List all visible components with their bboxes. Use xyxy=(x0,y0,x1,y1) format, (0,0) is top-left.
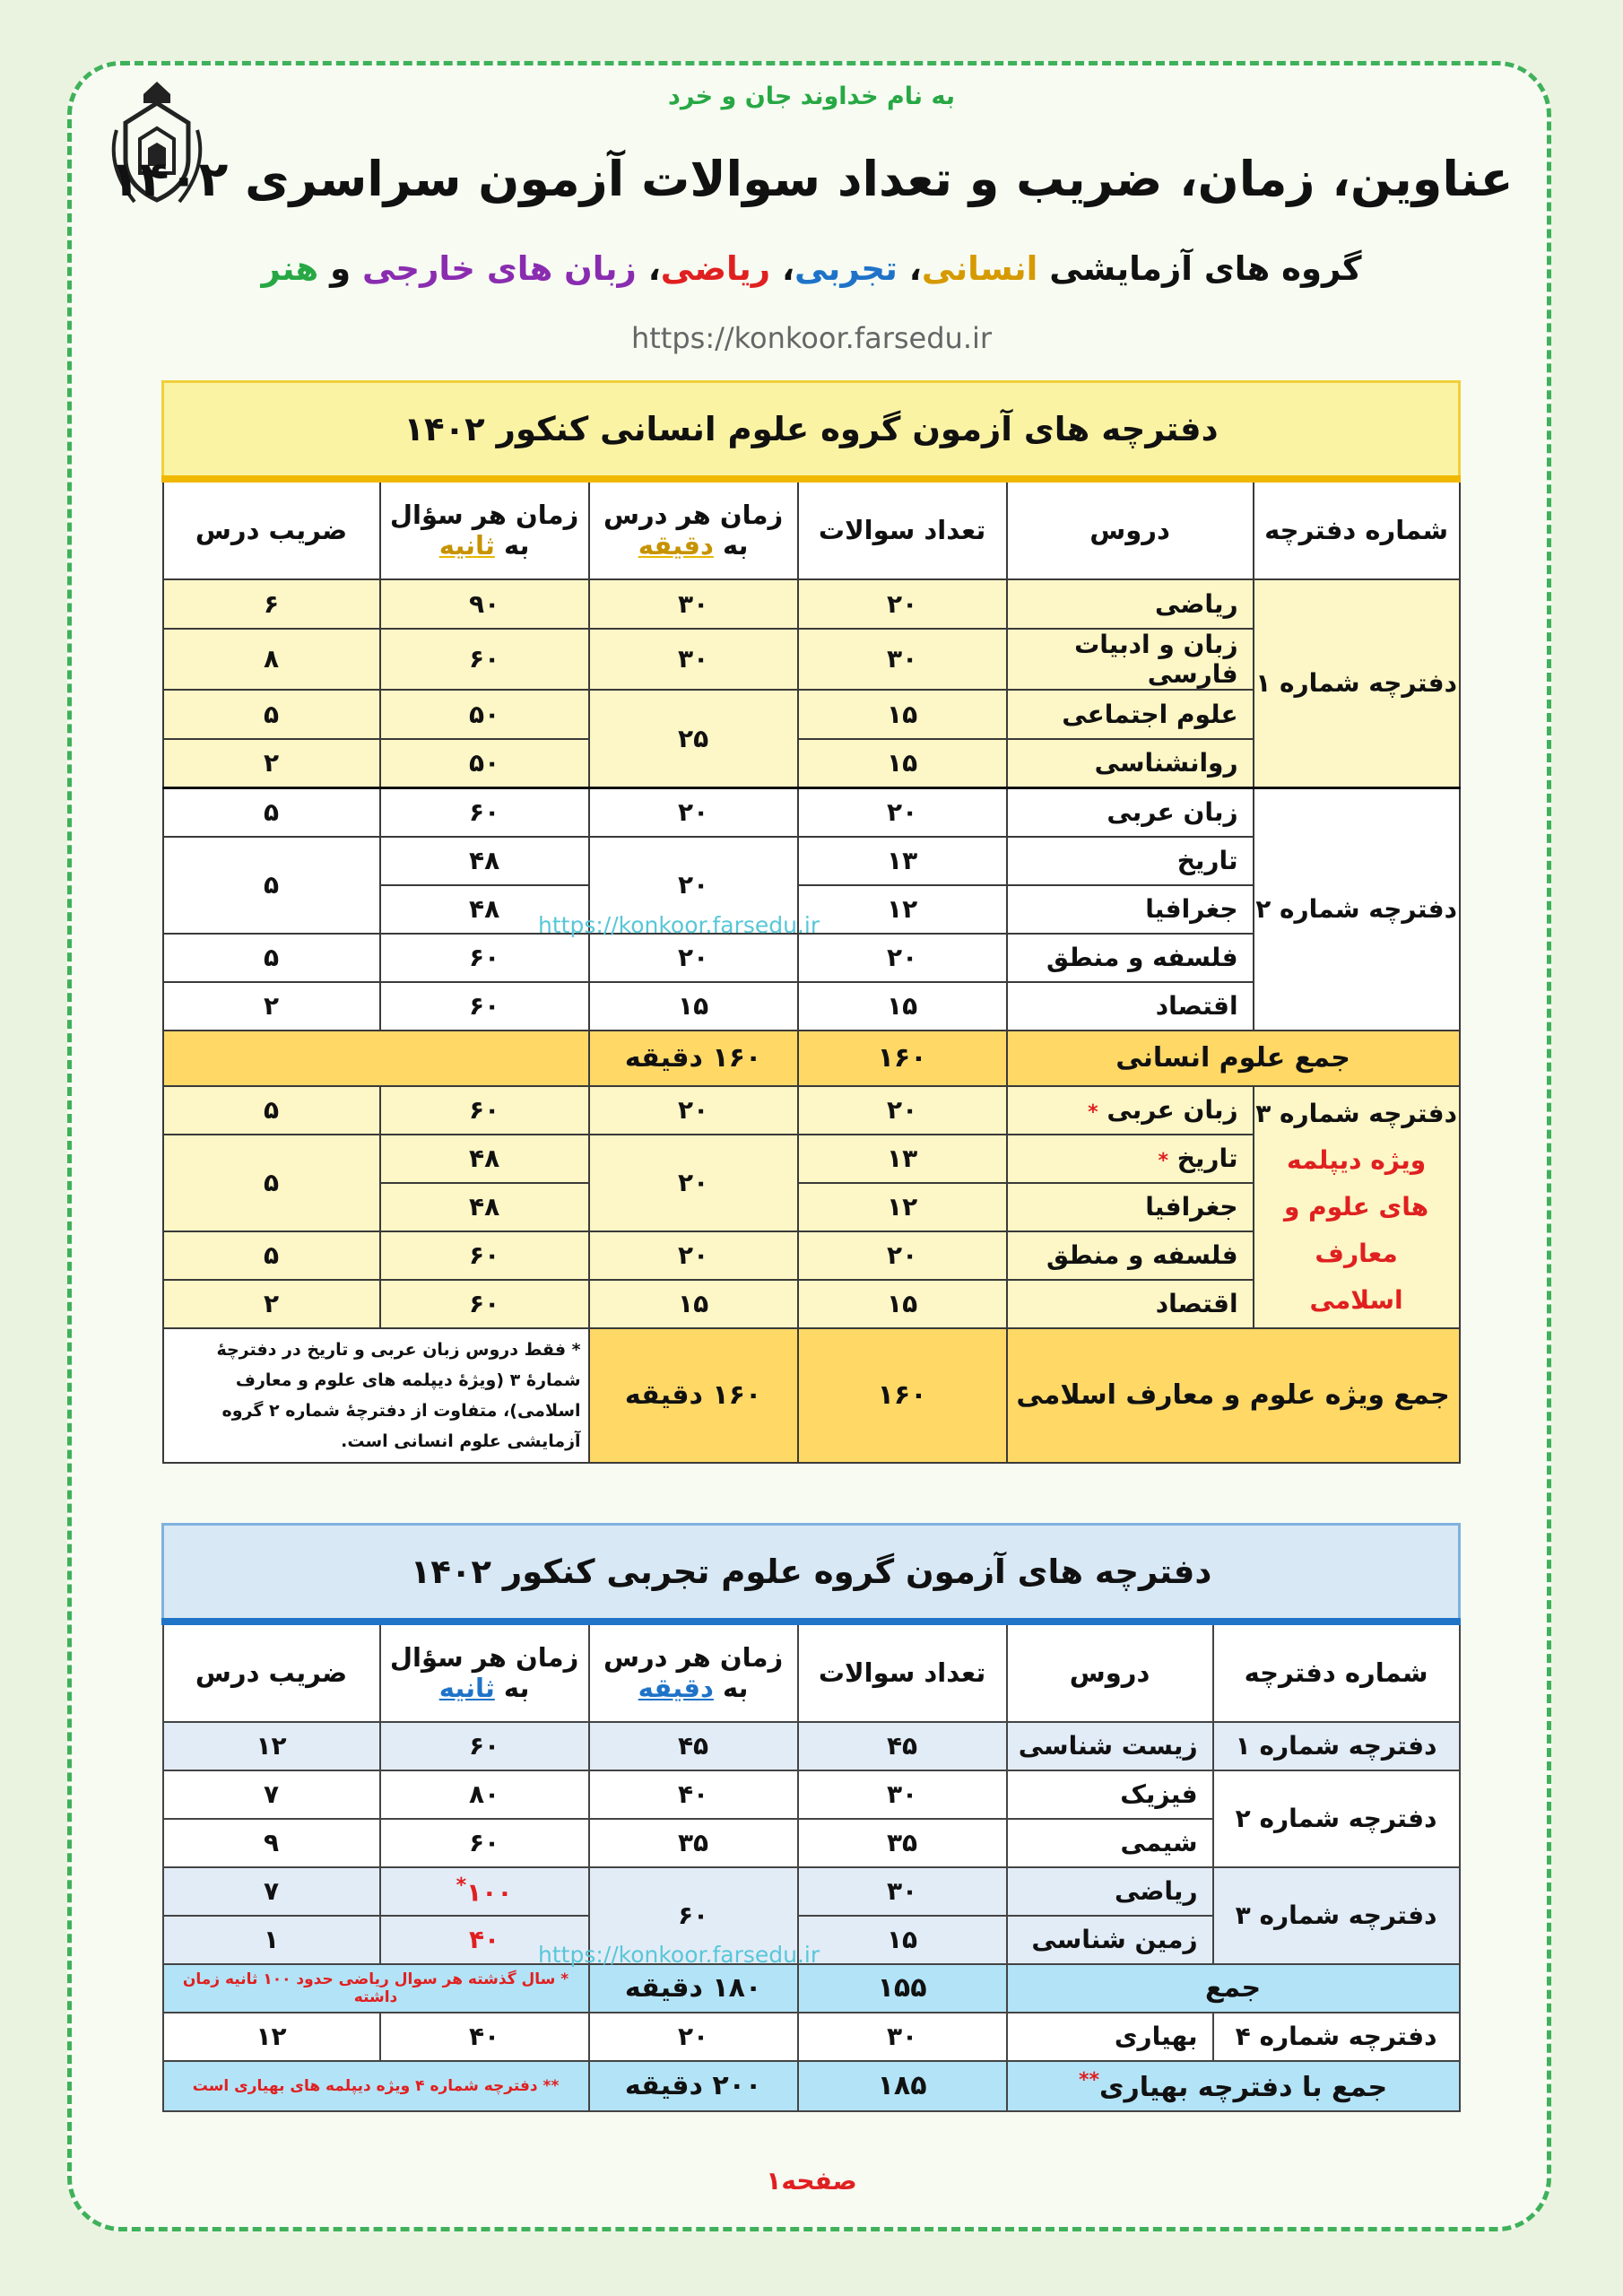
sec-cell: ۶۰ xyxy=(380,1722,589,1770)
coef-cell: ۱ xyxy=(163,1916,380,1964)
coef-cell: ۱۲ xyxy=(163,1722,380,1770)
booklet-label: دفترچه شماره ۲ xyxy=(1254,788,1460,1031)
sec-cell: ۹۰ xyxy=(380,579,589,629)
col-time-sec-2: به xyxy=(503,1673,530,1703)
total-label xyxy=(1007,2061,1460,2111)
col-time-min-unit: دقیقه xyxy=(638,1673,714,1703)
lesson-cell: زیست شناسی xyxy=(1007,1722,1213,1770)
lesson-cell: جغرافیا xyxy=(1007,885,1254,934)
min-cell: ۲۰ xyxy=(589,788,798,837)
sec-cell: ۴۸ xyxy=(380,1135,589,1183)
total-label-text: جمع با دفترچه بهیاری xyxy=(1098,2071,1388,2103)
col-time-min xyxy=(589,479,798,579)
booklet-label: دفترچه شماره ۱ xyxy=(1213,1722,1460,1770)
count-cell: ۱۵ xyxy=(798,1280,1007,1328)
count-cell: ۳۰ xyxy=(798,1770,1007,1819)
sec-cell: ۶۰ xyxy=(380,1086,589,1135)
lesson-cell xyxy=(1007,1135,1254,1183)
sec-cell: ۴۰ xyxy=(380,1916,589,1964)
sec-cell: ۶۰ xyxy=(380,1280,589,1328)
coef-cell: ۵ xyxy=(163,1086,380,1135)
col-time-sec-1: زمان هر سؤال xyxy=(389,1642,579,1673)
sec-cell: ۴۰ xyxy=(380,2013,589,2061)
sec-cell: ۴۸ xyxy=(380,1183,589,1231)
sep: ، xyxy=(636,249,661,288)
count-cell: ۲۰ xyxy=(798,934,1007,982)
group-riazi: ریاضی xyxy=(660,249,771,288)
total-label: جمع علوم انسانی xyxy=(1007,1031,1460,1086)
coef-cell: ۵ xyxy=(163,934,380,982)
lesson-text: تاریخ xyxy=(1176,1144,1238,1173)
col-time-min xyxy=(589,1622,798,1722)
total-label: جمع xyxy=(1007,1964,1460,2013)
min-cell: ۶۰ xyxy=(589,1867,798,1964)
lesson-cell: اقتصاد xyxy=(1007,982,1254,1031)
sec-cell: ۶۰ xyxy=(380,788,589,837)
count-cell: ۱۳ xyxy=(798,837,1007,885)
page-number: صفحه۱ xyxy=(766,2166,857,2196)
total-empty xyxy=(163,1031,589,1086)
booklet-label: دفترچه شماره ۱ xyxy=(1254,579,1460,788)
col-time-min-unit: دقیقه xyxy=(638,530,714,561)
lesson-cell: روانشناسی xyxy=(1007,739,1254,788)
lesson-cell: شیمی xyxy=(1007,1819,1213,1867)
lesson-cell: زمین شناسی xyxy=(1007,1916,1213,1964)
col-time-min-1: زمان هر درس xyxy=(603,500,784,530)
ensani-title: دفترچه های آزمون گروه علوم انسانی کنکور ۱۴۰۲ xyxy=(163,382,1460,479)
coef-cell: ۷ xyxy=(163,1770,380,1819)
sec-cell: ۸۰ xyxy=(380,1770,589,1819)
coef-cell: ۶ xyxy=(163,579,380,629)
group-tajrobi: تجربی xyxy=(794,249,898,288)
min-cell: ۲۰ xyxy=(589,1086,798,1135)
group-ensani: انسانی xyxy=(921,249,1038,288)
count-cell: ۱۲ xyxy=(798,1183,1007,1231)
count-cell: ۴۵ xyxy=(798,1722,1007,1770)
site-url[interactable]: https://konkoor.farsedu.ir xyxy=(630,321,993,355)
booklet-3-special: ویژه دیپلمه های علوم و معارف اسلامی xyxy=(1284,1144,1429,1315)
count-cell: ۳۰ xyxy=(798,1867,1007,1916)
tajrobi-note-1: * سال گذشته هر سوال ریاضی حدود ۱۰۰ ثانیه زمان داشته xyxy=(163,1964,589,2013)
col-time-sec xyxy=(380,1622,589,1722)
total-time: ۱۶۰ دقیقه xyxy=(589,1328,798,1463)
tajrobi-title: دفترچه های آزمون گروه علوم تجربی کنکور ۱۴۰۲ xyxy=(163,1525,1460,1622)
lesson-cell: فلسفه و منطق xyxy=(1007,1231,1254,1280)
min-cell: ۲۰ xyxy=(589,2013,798,2061)
total-count: ۱۶۰ xyxy=(798,1328,1007,1463)
col-time-min-2: به xyxy=(722,530,749,561)
col-lessons: دروس xyxy=(1007,1622,1213,1722)
min-cell: ۲۰ xyxy=(589,934,798,982)
coef-cell: ۲ xyxy=(163,1280,380,1328)
coef-cell: ۵ xyxy=(163,788,380,837)
subtitle-prefix: گروه های آزمایشی xyxy=(1049,249,1362,288)
col-time-sec-unit: ثانیه xyxy=(438,530,495,561)
bismillah: به نام خداوند جان و خرد xyxy=(668,83,955,110)
col-booklet: شماره دفترچه xyxy=(1254,479,1460,579)
sec-cell xyxy=(380,1867,589,1916)
star-mark: * xyxy=(1088,1101,1098,1124)
sec-cell: ۶۰ xyxy=(380,982,589,1031)
sec-cell: ۵۰ xyxy=(380,739,589,788)
coef-cell: ۲ xyxy=(163,982,380,1031)
sec-cell: ۵۰ xyxy=(380,690,589,739)
min-cell: ۳۰ xyxy=(589,579,798,629)
ensani-note: * فقط دروس زبان عربی و تاریخ در دفترچۀ شمارۀ ۳ (ویژۀ دیپلمه های علوم و معارف اسلامی)، متفاوت از دفترچۀ شماره ۲ گروه آزمایشی علوم انسانی است. xyxy=(163,1328,589,1463)
coef-cell: ۵ xyxy=(163,1135,380,1231)
min-cell: ۱۵ xyxy=(589,1280,798,1328)
sec-cell: ۶۰ xyxy=(380,1231,589,1280)
lesson-cell: زبان عربی xyxy=(1007,788,1254,837)
coef-cell: ۷ xyxy=(163,1867,380,1916)
col-coef: ضریب درس xyxy=(163,1622,380,1722)
count-cell: ۲۰ xyxy=(798,1086,1007,1135)
star-mark: * xyxy=(1158,1150,1168,1172)
min-cell: ۲۵ xyxy=(589,690,798,788)
sec-cell: ۶۰ xyxy=(380,1819,589,1867)
col-time-sec-1: زمان هر سؤال xyxy=(389,500,579,530)
min-cell: ۲۰ xyxy=(589,1231,798,1280)
sep: ، xyxy=(770,249,794,288)
page-subtitle xyxy=(0,249,1623,288)
col-time-sec-unit: ثانیه xyxy=(438,1673,495,1703)
booklet-label-3 xyxy=(1254,1086,1460,1328)
total-count: ۱۵۵ xyxy=(798,1964,1007,2013)
booklet-label: دفترچه شماره ۲ xyxy=(1213,1770,1460,1867)
lesson-cell: اقتصاد xyxy=(1007,1280,1254,1328)
total-time: ۱۶۰ دقیقه xyxy=(589,1031,798,1086)
group-honar: هنر xyxy=(261,249,319,288)
count-cell: ۳۰ xyxy=(798,2013,1007,2061)
min-cell: ۱۵ xyxy=(589,982,798,1031)
col-lessons: دروس xyxy=(1007,479,1254,579)
and: و xyxy=(318,249,362,288)
tajrobi-note-2: ** دفترچه شماره ۴ ویژه دیپلمه های بهیاری است xyxy=(163,2061,589,2111)
total-time: ۱۸۰ دقیقه xyxy=(589,1964,798,2013)
star-mark: * xyxy=(456,1874,467,1898)
booklet-label: دفترچه شماره ۴ xyxy=(1213,2013,1460,2061)
count-cell: ۲۰ xyxy=(798,788,1007,837)
count-cell: ۱۵ xyxy=(798,690,1007,739)
booklet-label: دفترچه شماره ۳ xyxy=(1213,1867,1460,1964)
count-cell: ۱۵ xyxy=(798,1916,1007,1964)
min-cell: ۳۰ xyxy=(589,629,798,690)
lesson-text: زبان عربی xyxy=(1107,1095,1238,1125)
count-cell: ۳۰ xyxy=(798,629,1007,690)
group-zaban: زبان های خارجی xyxy=(361,249,637,288)
col-coef: ضریب درس xyxy=(163,479,380,579)
sep: ، xyxy=(897,249,922,288)
lesson-cell: علوم اجتماعی xyxy=(1007,690,1254,739)
col-count: تعداد سوالات xyxy=(798,1622,1007,1722)
coef-cell: ۵ xyxy=(163,1231,380,1280)
coef-cell: ۵ xyxy=(163,690,380,739)
lesson-cell xyxy=(1007,1086,1254,1135)
sec-text: ۱۰۰ xyxy=(466,1877,513,1908)
count-cell: ۱۵ xyxy=(798,982,1007,1031)
count-cell: ۱۳ xyxy=(798,1135,1007,1183)
count-cell: ۱۲ xyxy=(798,885,1007,934)
lesson-cell: زبان و ادبیات فارسی xyxy=(1007,629,1254,690)
sec-cell: ۴۸ xyxy=(380,837,589,885)
coef-cell: ۸ xyxy=(163,629,380,690)
sec-cell: ۴۸ xyxy=(380,885,589,934)
watermark: https://konkoor.farsedu.ir xyxy=(538,912,820,938)
coef-cell: ۲ xyxy=(163,739,380,788)
tajrobi-table xyxy=(161,1523,1461,2112)
min-cell: ۳۵ xyxy=(589,1819,798,1867)
col-time-min-2: به xyxy=(722,1673,749,1703)
min-cell: ۲۰ xyxy=(589,837,798,934)
col-count: تعداد سوالات xyxy=(798,479,1007,579)
count-cell: ۱۵ xyxy=(798,739,1007,788)
watermark: https://konkoor.farsedu.ir xyxy=(538,1942,820,1968)
lesson-cell: تاریخ xyxy=(1007,837,1254,885)
total-count: ۱۶۰ xyxy=(798,1031,1007,1086)
min-cell: ۴۰ xyxy=(589,1770,798,1819)
coef-cell: ۵ xyxy=(163,837,380,934)
count-cell: ۲۰ xyxy=(798,579,1007,629)
page-title: عناوین، زمان، ضریب و تعداد سوالات آزمون سراسری ۱۴۰۲ xyxy=(109,151,1514,207)
min-cell: ۲۰ xyxy=(589,1135,798,1231)
col-time-sec xyxy=(380,479,589,579)
min-cell: ۴۵ xyxy=(589,1722,798,1770)
total-time: ۲۰۰ دقیقه xyxy=(589,2061,798,2111)
lesson-cell: فلسفه و منطق xyxy=(1007,934,1254,982)
total-count: ۱۸۵ xyxy=(798,2061,1007,2111)
lesson-cell: ریاضی xyxy=(1007,1867,1213,1916)
coef-cell: ۱۲ xyxy=(163,2013,380,2061)
lesson-cell: بهیاری xyxy=(1007,2013,1213,2061)
col-time-min-1: زمان هر درس xyxy=(603,1642,784,1673)
count-cell: ۳۵ xyxy=(798,1819,1007,1867)
col-booklet: شماره دفترچه xyxy=(1213,1622,1460,1722)
lesson-cell: ریاضی xyxy=(1007,579,1254,629)
col-time-sec-2: به xyxy=(503,530,530,561)
lesson-cell: فیزیک xyxy=(1007,1770,1213,1819)
star-mark: ** xyxy=(1078,2068,1099,2092)
booklet-3-label: دفترچه شماره ۳ xyxy=(1255,1098,1457,1128)
coef-cell: ۹ xyxy=(163,1819,380,1867)
count-cell: ۲۰ xyxy=(798,1231,1007,1280)
total-label: جمع ویژه علوم و معارف اسلامی xyxy=(1007,1328,1460,1463)
sec-cell: ۶۰ xyxy=(380,629,589,690)
lesson-cell: جغرافیا xyxy=(1007,1183,1254,1231)
sec-cell: ۶۰ xyxy=(380,934,589,982)
